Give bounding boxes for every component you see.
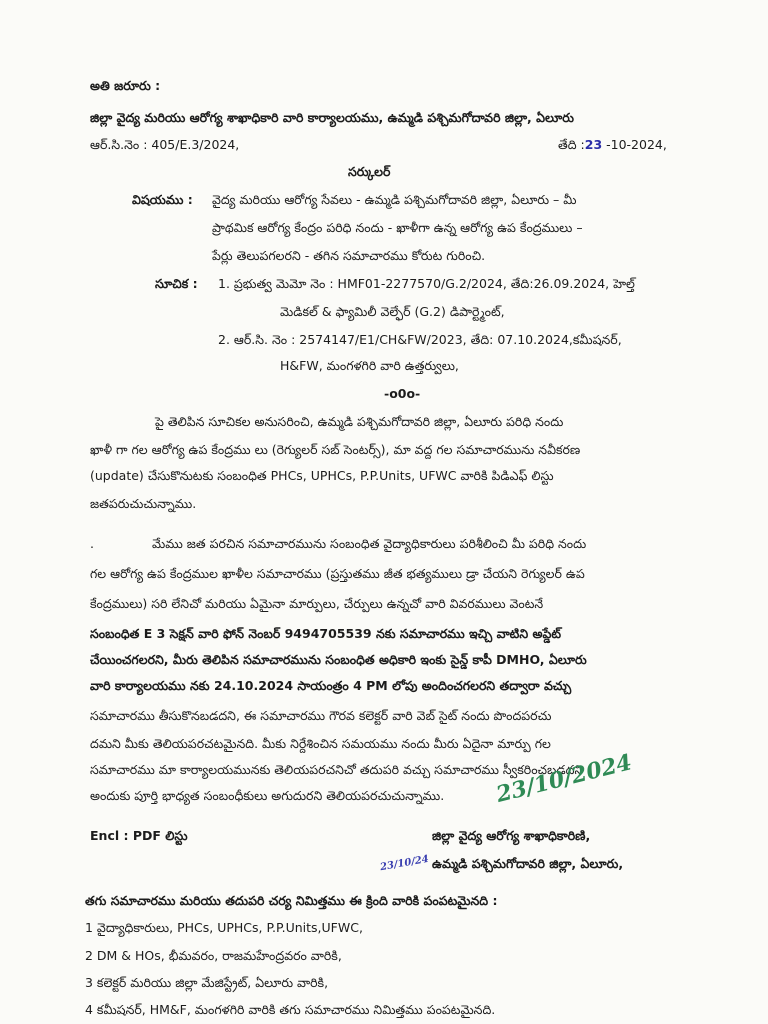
copy-to-item-3: 3 కలెక్టర్ మరియు జిల్లా మేజిస్ట్రేట్, ఏలూరు వారికి,: [85, 975, 329, 990]
subject-label: విషయము :: [132, 192, 193, 207]
date-day: 23: [584, 137, 603, 152]
para2-line-10: అందుకు పూర్తి భాధ్యత సంబంధీకులు అగుదురని తెలియపరచుచున్నాము.: [90, 788, 445, 803]
date-label: తేది :: [558, 137, 585, 152]
copy-to-item-4: 4 కమీషనర్, HM&F, మంగళగిరి వారికి తగు సమాచారము నిమిత్తము పంపటమైనది.: [85, 1002, 496, 1017]
para2-line-4: సంబంధిత E 3 సెక్షన్ వారి ఫోన్ నెంబర్ 9494705539 నకు సమాచారము ఇచ్చి వాటిని అప్డేట్: [90, 626, 561, 641]
reference-line-2: మెడికల్ & ఫ్యామిలీ వెల్ఫేర్ (G.2) డిపార్ట్మెంట్,: [280, 304, 505, 319]
subject-line-3: పేర్లు తెలుపగలరని - తగిన సమాచారము కోరుట గురించి.: [212, 248, 486, 263]
date-rest: -10-2024,: [602, 137, 667, 152]
para1-line-2: ఖాళీ గా గల ఆరోగ్య ఉప కేంద్రము లు (రెగ్యులర్ సబ్ సెంటర్స్), మా వద్ద గల సమాచారమును నవీకరణ: [90, 442, 581, 457]
reference-label: సూచిక :: [155, 276, 198, 291]
para2-line-1: మేము జత పరచిన సమాచారమును సంబంధిత వైద్యాధికారులు పరిశీలించి మీ పరిధి నందు: [152, 536, 587, 551]
para2-line-5: చేయించగలరని, మీరు తెలిపిన సమాచారమును సంబంధిత అధికారి ఇంకు సైన్డ్ కాపీ DMHO, ఏలూరు: [90, 652, 587, 667]
para1-line-3: (update) చేసుకొనుటకు సంబంధిత PHCs, UPHCs, P.P.Units, UFWC వారికి పిడిఎఫ్ లిస్టు: [90, 468, 554, 483]
para2-line-8: దమని మీకు తెలియపరచటమైనది. మీకు నిర్దేశించిన సమయము నందు మీరు ఏదైనా మార్పు గల: [90, 736, 551, 751]
para1-line-1: పై తెలిపిన సూచికల అనుసరించి, ఉమ్మడి పశ్చిమగోదావరి జిల్లా, ఏలూరు పరిధి నందు: [155, 414, 564, 429]
signature-note: 23/10/2024: [493, 749, 635, 808]
subject-line-1: వైద్య మరియు ఆరోగ్య సేవలు - ఉమ్మడి పశ్చిమగోదావరి జిల్లా, ఏలూరు – మీ: [212, 192, 577, 207]
subject-line-2: ప్రాథమిక ఆరోగ్య కేంద్రం పరిధి నందు - ఖాళీగా ఉన్న ఆరోగ్య ఉప కేంద్రములు –: [212, 220, 583, 235]
section-separator: -o0o-: [384, 386, 421, 401]
circular-heading: సర్కులర్: [348, 164, 391, 179]
document-date: [558, 137, 667, 153]
para2-line-9: సమాచారము మా కార్యాలయమునకు తెలియపరచనిచో తదుపరి వచ్చు సమాచారము స్వీకరించబడదని: [90, 762, 584, 777]
reference-line-4: H&FW, మంగళగిరి వారి ఉత్తర్వులు,: [280, 358, 459, 373]
office-title: జిల్లా వైద్య మరియు ఆరోగ్య శాఖాధికారి వారి కార్యాలయము, ఉమ్మడి పశ్చిమగోదావరి జిల్లా, ఏలూరు: [90, 110, 574, 125]
para2-line-2: గల ఆరోగ్య ఉప కేంద్రముల ఖాళీల సమాచారము (ప్రస్తుతము జీత భత్యములు డ్రా చేయని రెగ్యులర్ ఉప: [90, 566, 585, 581]
para2-line-6: వారి కార్యాలయము నకు 24.10.2024 సాయంత్రం 4 PM లోపు అందించగలరని తద్వారా వచ్చు: [90, 678, 572, 693]
copy-to-heading: తగు సమాచారము మరియు తదుపరి చర్య నిమిత్తము ఈ క్రింది వారికి పంపటమైనది :: [85, 893, 498, 908]
enclosure-label: Encl : PDF లిస్టు: [90, 828, 188, 843]
copy-to-item-2: 2 DM & HOs, భీమవరం, రాజమహేంద్రవరం వారికి,: [85, 948, 342, 963]
initials-date: 23/10/24: [379, 853, 430, 874]
para2-line-3: కేంద్రములు) సరి లేనిచో మరియు ఏమైనా మార్పులు, చేర్పులు ఉన్నచో వారి వివరములు వెంటనే: [90, 596, 544, 611]
copy-to-item-1: 1 వైద్యాధికారులు, PHCs, UPHCs, P.P.Units,UFWC,: [85, 920, 363, 935]
urgent-label: అతి జరూరు :: [90, 78, 161, 93]
para2-bullet: .: [90, 536, 94, 551]
para1-line-4: జతపరుచుచున్నాము.: [90, 496, 197, 511]
initials-note: [379, 854, 429, 873]
officer-signature: [494, 749, 635, 808]
signatory-line-1: జిల్లా వైద్య ఆరోగ్య శాఖాధికారిణి,: [432, 828, 591, 843]
reference-number: ఆర్.సి.నెం : 405/E.3/2024,: [90, 137, 240, 152]
reference-line-1: 1. ప్రభుత్వ మెమో నెం : HMF01-2277570/G.2/2024, తేది:26.09.2024, హెల్త్: [218, 276, 635, 291]
reference-line-3: 2. ఆర్.సి. నెం : 2574147/E1/CH&FW/2023, తేది: 07.10.2024,కమీషనర్,: [218, 332, 622, 347]
para2-line-7: సమాచారము తీసుకొనబడదని, ఈ సమాచారము గౌరవ కలెక్టర్ వారి వెబ్ సైట్ నందు పొందపరచు: [90, 708, 552, 723]
signatory-line-2: ఉమ్మడి పశ్చిమగోదావరి జిల్లా, ఏలూరు,: [432, 856, 624, 871]
